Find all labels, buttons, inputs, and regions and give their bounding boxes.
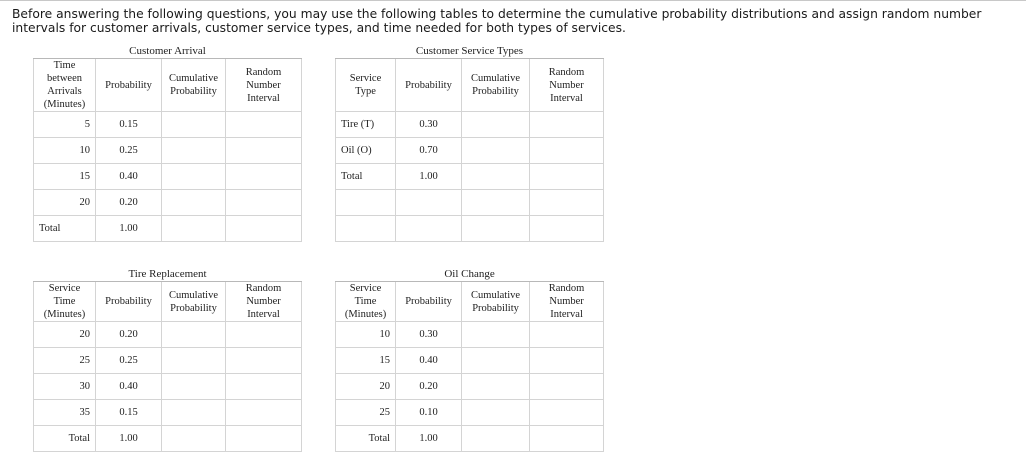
service-probability-header: Probability bbox=[396, 59, 462, 112]
tire-time-cell: 25 bbox=[34, 348, 96, 374]
service-random-cell[interactable] bbox=[530, 112, 604, 138]
service-type-header: Service Type bbox=[336, 59, 396, 112]
table-row bbox=[34, 138, 604, 164]
service-probability-cell bbox=[396, 216, 462, 242]
arrival-and-service-types-table bbox=[33, 45, 604, 242]
oil-total-label: Total bbox=[336, 426, 396, 452]
tire-random-cell[interactable] bbox=[226, 322, 302, 348]
arrival-random-cell[interactable] bbox=[226, 216, 302, 242]
table-row bbox=[34, 112, 604, 138]
tire-probability-cell: 0.40 bbox=[96, 374, 162, 400]
tire-probability-cell: 0.20 bbox=[96, 322, 162, 348]
tire-time-cell: 35 bbox=[34, 400, 96, 426]
oil-time-cell: 10 bbox=[336, 322, 396, 348]
service-random-cell[interactable] bbox=[530, 216, 604, 242]
tire-random-cell[interactable] bbox=[226, 426, 302, 452]
service-time-tables bbox=[33, 268, 604, 452]
oil-random-header: Random Number Interval bbox=[530, 282, 604, 322]
arrival-time-cell: 10 bbox=[34, 138, 96, 164]
oil-cumulative-cell[interactable] bbox=[462, 374, 530, 400]
tire-probability-header: Probability bbox=[96, 282, 162, 322]
tire-cumulative-cell[interactable] bbox=[162, 348, 226, 374]
oil-cumulative-cell[interactable] bbox=[462, 322, 530, 348]
oil-random-cell[interactable] bbox=[530, 426, 604, 452]
arrival-random-cell[interactable] bbox=[226, 138, 302, 164]
arrival-cumulative-cell[interactable] bbox=[162, 112, 226, 138]
oil-time-cell: 25 bbox=[336, 400, 396, 426]
arrival-cumulative-cell[interactable] bbox=[162, 190, 226, 216]
oil-time-cell: 20 bbox=[336, 374, 396, 400]
oil-cumulative-header: Cumulative Probability bbox=[462, 282, 530, 322]
service-cumulative-header: Cumulative Probability bbox=[462, 59, 530, 112]
tire-cumulative-header: Cumulative Probability bbox=[162, 282, 226, 322]
arrival-probability-cell: 1.00 bbox=[96, 216, 162, 242]
oil-time-header: Service Time (Minutes) bbox=[336, 282, 396, 322]
tire-time-cell: 20 bbox=[34, 322, 96, 348]
table-row bbox=[34, 216, 604, 242]
tire-random-cell[interactable] bbox=[226, 400, 302, 426]
table-row bbox=[34, 348, 604, 374]
tire-cumulative-cell[interactable] bbox=[162, 374, 226, 400]
arrival-probability-header: Probability bbox=[96, 59, 162, 112]
oil-probability-cell: 1.00 bbox=[396, 426, 462, 452]
arrival-cumulative-cell[interactable] bbox=[162, 138, 226, 164]
oil-random-cell[interactable] bbox=[530, 348, 604, 374]
customer-arrival-title: Customer Arrival bbox=[34, 45, 302, 59]
tire-time-header: Service Time (Minutes) bbox=[34, 282, 96, 322]
arrival-random-cell[interactable] bbox=[226, 190, 302, 216]
service-random-header: Random Number Interval bbox=[530, 59, 604, 112]
arrival-random-cell[interactable] bbox=[226, 164, 302, 190]
instructions-text: Before answering the following questions, you may use the following tables to determine the cumulative probability distributions and assign random number intervals for customer arrivals, customer service types, and time needed for both types of services. bbox=[12, 7, 982, 35]
arrival-cumulative-header: Cumulative Probability bbox=[162, 59, 226, 112]
service-probability-cell: 0.30 bbox=[396, 112, 462, 138]
oil-probability-cell: 0.40 bbox=[396, 348, 462, 374]
service-cumulative-cell[interactable] bbox=[462, 138, 530, 164]
arrival-cumulative-cell[interactable] bbox=[162, 216, 226, 242]
service-cumulative-cell[interactable] bbox=[462, 164, 530, 190]
table-row bbox=[34, 190, 604, 216]
arrival-probability-cell: 0.40 bbox=[96, 164, 162, 190]
oil-probability-cell: 0.10 bbox=[396, 400, 462, 426]
oil-time-cell: 15 bbox=[336, 348, 396, 374]
service-random-cell[interactable] bbox=[530, 138, 604, 164]
arrival-cumulative-cell[interactable] bbox=[162, 164, 226, 190]
tire-cumulative-cell[interactable] bbox=[162, 322, 226, 348]
oil-cumulative-cell[interactable] bbox=[462, 400, 530, 426]
table-row bbox=[34, 322, 604, 348]
customer-service-types-title: Customer Service Types bbox=[336, 45, 604, 59]
oil-change-title: Oil Change bbox=[336, 268, 604, 282]
oil-random-cell[interactable] bbox=[530, 374, 604, 400]
oil-cumulative-cell[interactable] bbox=[462, 426, 530, 452]
tire-random-cell[interactable] bbox=[226, 348, 302, 374]
tire-probability-cell: 1.00 bbox=[96, 426, 162, 452]
tire-probability-cell: 0.25 bbox=[96, 348, 162, 374]
table-row bbox=[34, 400, 604, 426]
oil-probability-header: Probability bbox=[396, 282, 462, 322]
service-type-cell bbox=[336, 190, 396, 216]
arrival-random-header: Random Number Interval bbox=[226, 59, 302, 112]
tire-total-label: Total bbox=[34, 426, 96, 452]
arrival-time-cell: 5 bbox=[34, 112, 96, 138]
arrival-probability-cell: 0.20 bbox=[96, 190, 162, 216]
tire-cumulative-cell[interactable] bbox=[162, 400, 226, 426]
service-probability-cell: 1.00 bbox=[396, 164, 462, 190]
arrival-time-header: Time between Arrivals (Minutes) bbox=[34, 59, 96, 112]
service-type-cell: Tire (T) bbox=[336, 112, 396, 138]
oil-probability-cell: 0.20 bbox=[396, 374, 462, 400]
arrival-probability-cell: 0.15 bbox=[96, 112, 162, 138]
tire-replacement-title: Tire Replacement bbox=[34, 268, 302, 282]
arrival-time-cell: 20 bbox=[34, 190, 96, 216]
arrival-total-label: Total bbox=[34, 216, 96, 242]
arrival-probability-cell: 0.25 bbox=[96, 138, 162, 164]
oil-random-cell[interactable] bbox=[530, 322, 604, 348]
arrival-time-cell: 15 bbox=[34, 164, 96, 190]
service-cumulative-cell[interactable] bbox=[462, 112, 530, 138]
arrival-random-cell[interactable] bbox=[226, 112, 302, 138]
top-divider bbox=[0, 0, 1026, 1]
table-row bbox=[34, 374, 604, 400]
service-type-cell bbox=[336, 216, 396, 242]
oil-random-cell[interactable] bbox=[530, 400, 604, 426]
tire-random-cell[interactable] bbox=[226, 374, 302, 400]
service-type-cell: Total bbox=[336, 164, 396, 190]
tire-cumulative-cell[interactable] bbox=[162, 426, 226, 452]
tire-random-header: Random Number Interval bbox=[226, 282, 302, 322]
table-row bbox=[34, 426, 604, 452]
service-cumulative-cell[interactable] bbox=[462, 216, 530, 242]
service-type-cell: Oil (O) bbox=[336, 138, 396, 164]
service-random-cell[interactable] bbox=[530, 190, 604, 216]
service-probability-cell bbox=[396, 190, 462, 216]
oil-cumulative-cell[interactable] bbox=[462, 348, 530, 374]
tire-probability-cell: 0.15 bbox=[96, 400, 162, 426]
service-probability-cell: 0.70 bbox=[396, 138, 462, 164]
table-row bbox=[34, 164, 604, 190]
tire-time-cell: 30 bbox=[34, 374, 96, 400]
service-cumulative-cell[interactable] bbox=[462, 190, 530, 216]
service-random-cell[interactable] bbox=[530, 164, 604, 190]
oil-probability-cell: 0.30 bbox=[396, 322, 462, 348]
